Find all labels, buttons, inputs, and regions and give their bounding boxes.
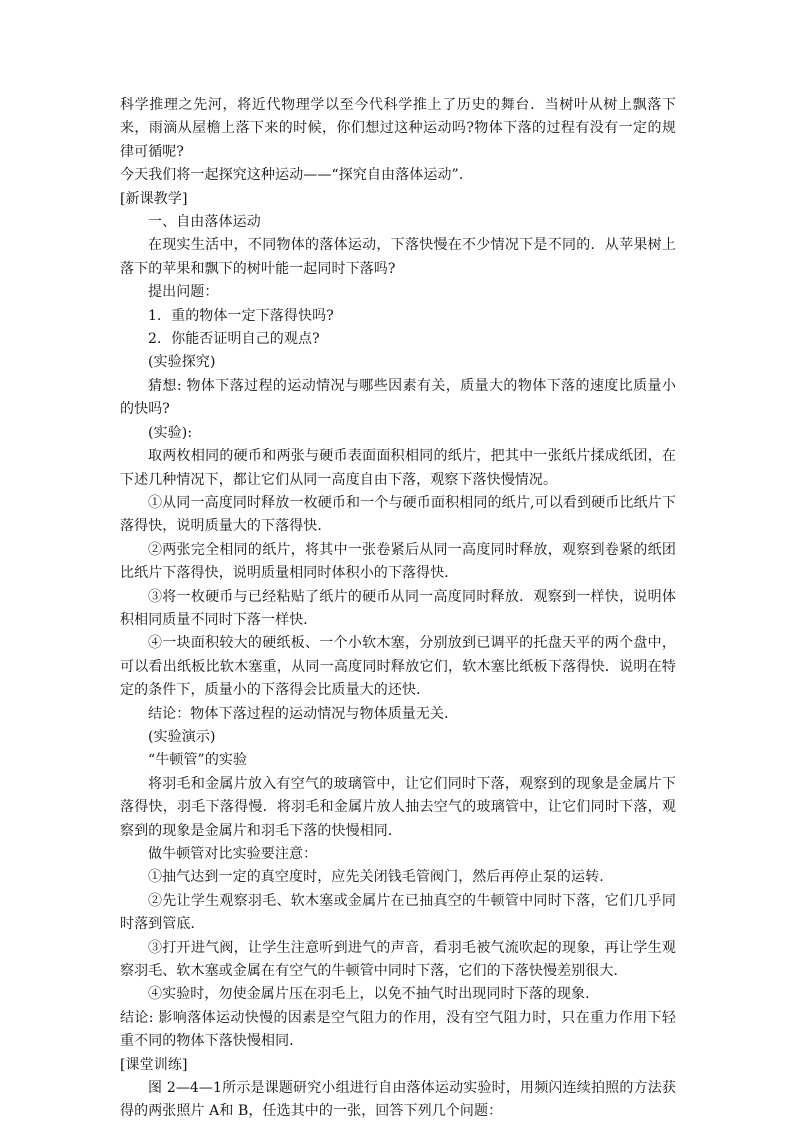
paragraph-note-4: ④实验时，勿使金属片压在羽毛上，以免不抽气时出现同时下落的现象. xyxy=(148,986,590,1003)
paragraph-p-5: (实验): xyxy=(148,424,193,441)
paragraph-train-1: 图 2—4—1所示是课题研究小组进行自由落体运动实验时，用频闪连续拍照的方法获得的两张照片 A和 B，任选其中的一张，回答下列几个问题： xyxy=(120,1080,676,1120)
paragraph-note-1: ①抽气达到一定的真空度时，应先关闭钱毛管阀门，然后再停止泵的运转. xyxy=(148,869,604,886)
paragraph-p-6: 取两枚相同的硬币和两张与硬币表面面积相同的纸片，把其中一张纸片揉成纸团，在下述几种情况下，都让它们从同一高度自由下落，观察下落快慢情况。 xyxy=(120,448,676,488)
paragraph-p-11: 做牛顿管对比实验要注意： xyxy=(148,846,318,862)
paragraph-section-new: [新课教学] xyxy=(120,190,188,207)
paragraph-p-9: “牛顿管”的实验 xyxy=(148,752,248,769)
paragraph-q-1: 1．重的物体一定下落得快吗? xyxy=(148,307,334,324)
paragraph-p-7: 结论：物体下落过程的运动情况与物体质量无关． xyxy=(148,705,459,722)
paragraph-note-3: ③打开进气阀，让学生注意听到进气的声音，看羽毛被气流吹起的现象，再让学生观察羽毛、软木塞或金属在有空气的牛顿管中同时下落，它们的下落快慢差别很大． xyxy=(120,939,676,980)
paragraph-p-2: 提出问题： xyxy=(148,284,219,301)
paragraph-intro-1: 科学推理之先河，将近代物理学以至今代科学推上了历史的舞台．当树叶从树上飘落下来，雨滴从屋檐上落下来的时候，你们想过这种运动吗?物体下落的过程有没有一定的规律可循呢? xyxy=(120,97,676,160)
paragraph-section-train: [课堂训练] xyxy=(120,1056,188,1073)
paragraph-exp-1: ①从同一高度同时释放一枚硬币和一个与硬币面积相同的纸片,可以看到硬币比纸片下落得快，说明质量大的下落得快． xyxy=(120,494,676,535)
paragraph-p-3: (实验探究) xyxy=(148,354,216,371)
document-page xyxy=(120,94,676,1124)
paragraph-note-2: ②先让学生观察羽毛、软木塞或金属片在已抽真空的牛顿管中同时下落，它们几乎同时落到管底． xyxy=(120,892,676,933)
paragraph-p-4: 猜想: 物体下落过程的运动情况与哪些因素有关，质量大的物体下落的速度比质量小的快吗? xyxy=(120,377,676,418)
paragraph-q-2: 2．你能否证明自己的观点? xyxy=(148,331,320,348)
paragraph-heading-1: 一、自由落体运动 xyxy=(148,214,261,231)
paragraph-conclusion: 结论: 影响落体运动快慢的因素是空气阻力的作用，没有空气阻力时，只在重力作用下轻重不同的物体下落快慢相同． xyxy=(120,1009,676,1050)
paragraph-intro-2: 今天我们将一起探究这种运动——“探究自由落体运动”. xyxy=(120,167,464,184)
paragraph-p-1: 在现实生活中，不同物体的落体运动，下落快慢在不少情况下是不同的．从苹果树上落下的苹果和飘下的树叶能一起同时下落吗? xyxy=(120,237,676,277)
paragraph-p-8: (实验演示) xyxy=(148,728,216,745)
paragraph-exp-4: ④一块面积较大的硬纸板、一个小软木塞，分别放到已调平的托盘天平的两个盘中，可以看出纸板比软木塞重，从同一高度同时释放它们，软木塞比纸板下落得快．说明在特定的条件下，质量小的下落得会比质量大的还快． xyxy=(120,635,676,699)
paragraph-exp-2: ②两张完全相同的纸片，将其中一张卷紧后从同一高度同时释放，观察到卷紧的纸团比纸片下落得快，说明质量相同时体积小的下落得快． xyxy=(120,541,676,582)
paragraph-p-10: 将羽毛和金属片放入有空气的玻璃管中，让它们同时下落，观察到的现象是金属片下落得快，羽毛下落得慢．将羽毛和金属片放人抽去空气的玻璃管中，让它们同时下落，观察到的现象是金属片和羽毛下落的快慢相同． xyxy=(120,775,676,839)
paragraph-exp-3: ③将一枚硬币与已经粘贴了纸片的硬币从同一高度同时释放．观察到一样快，说明体积相同质量不同时下落一样快． xyxy=(120,588,676,628)
